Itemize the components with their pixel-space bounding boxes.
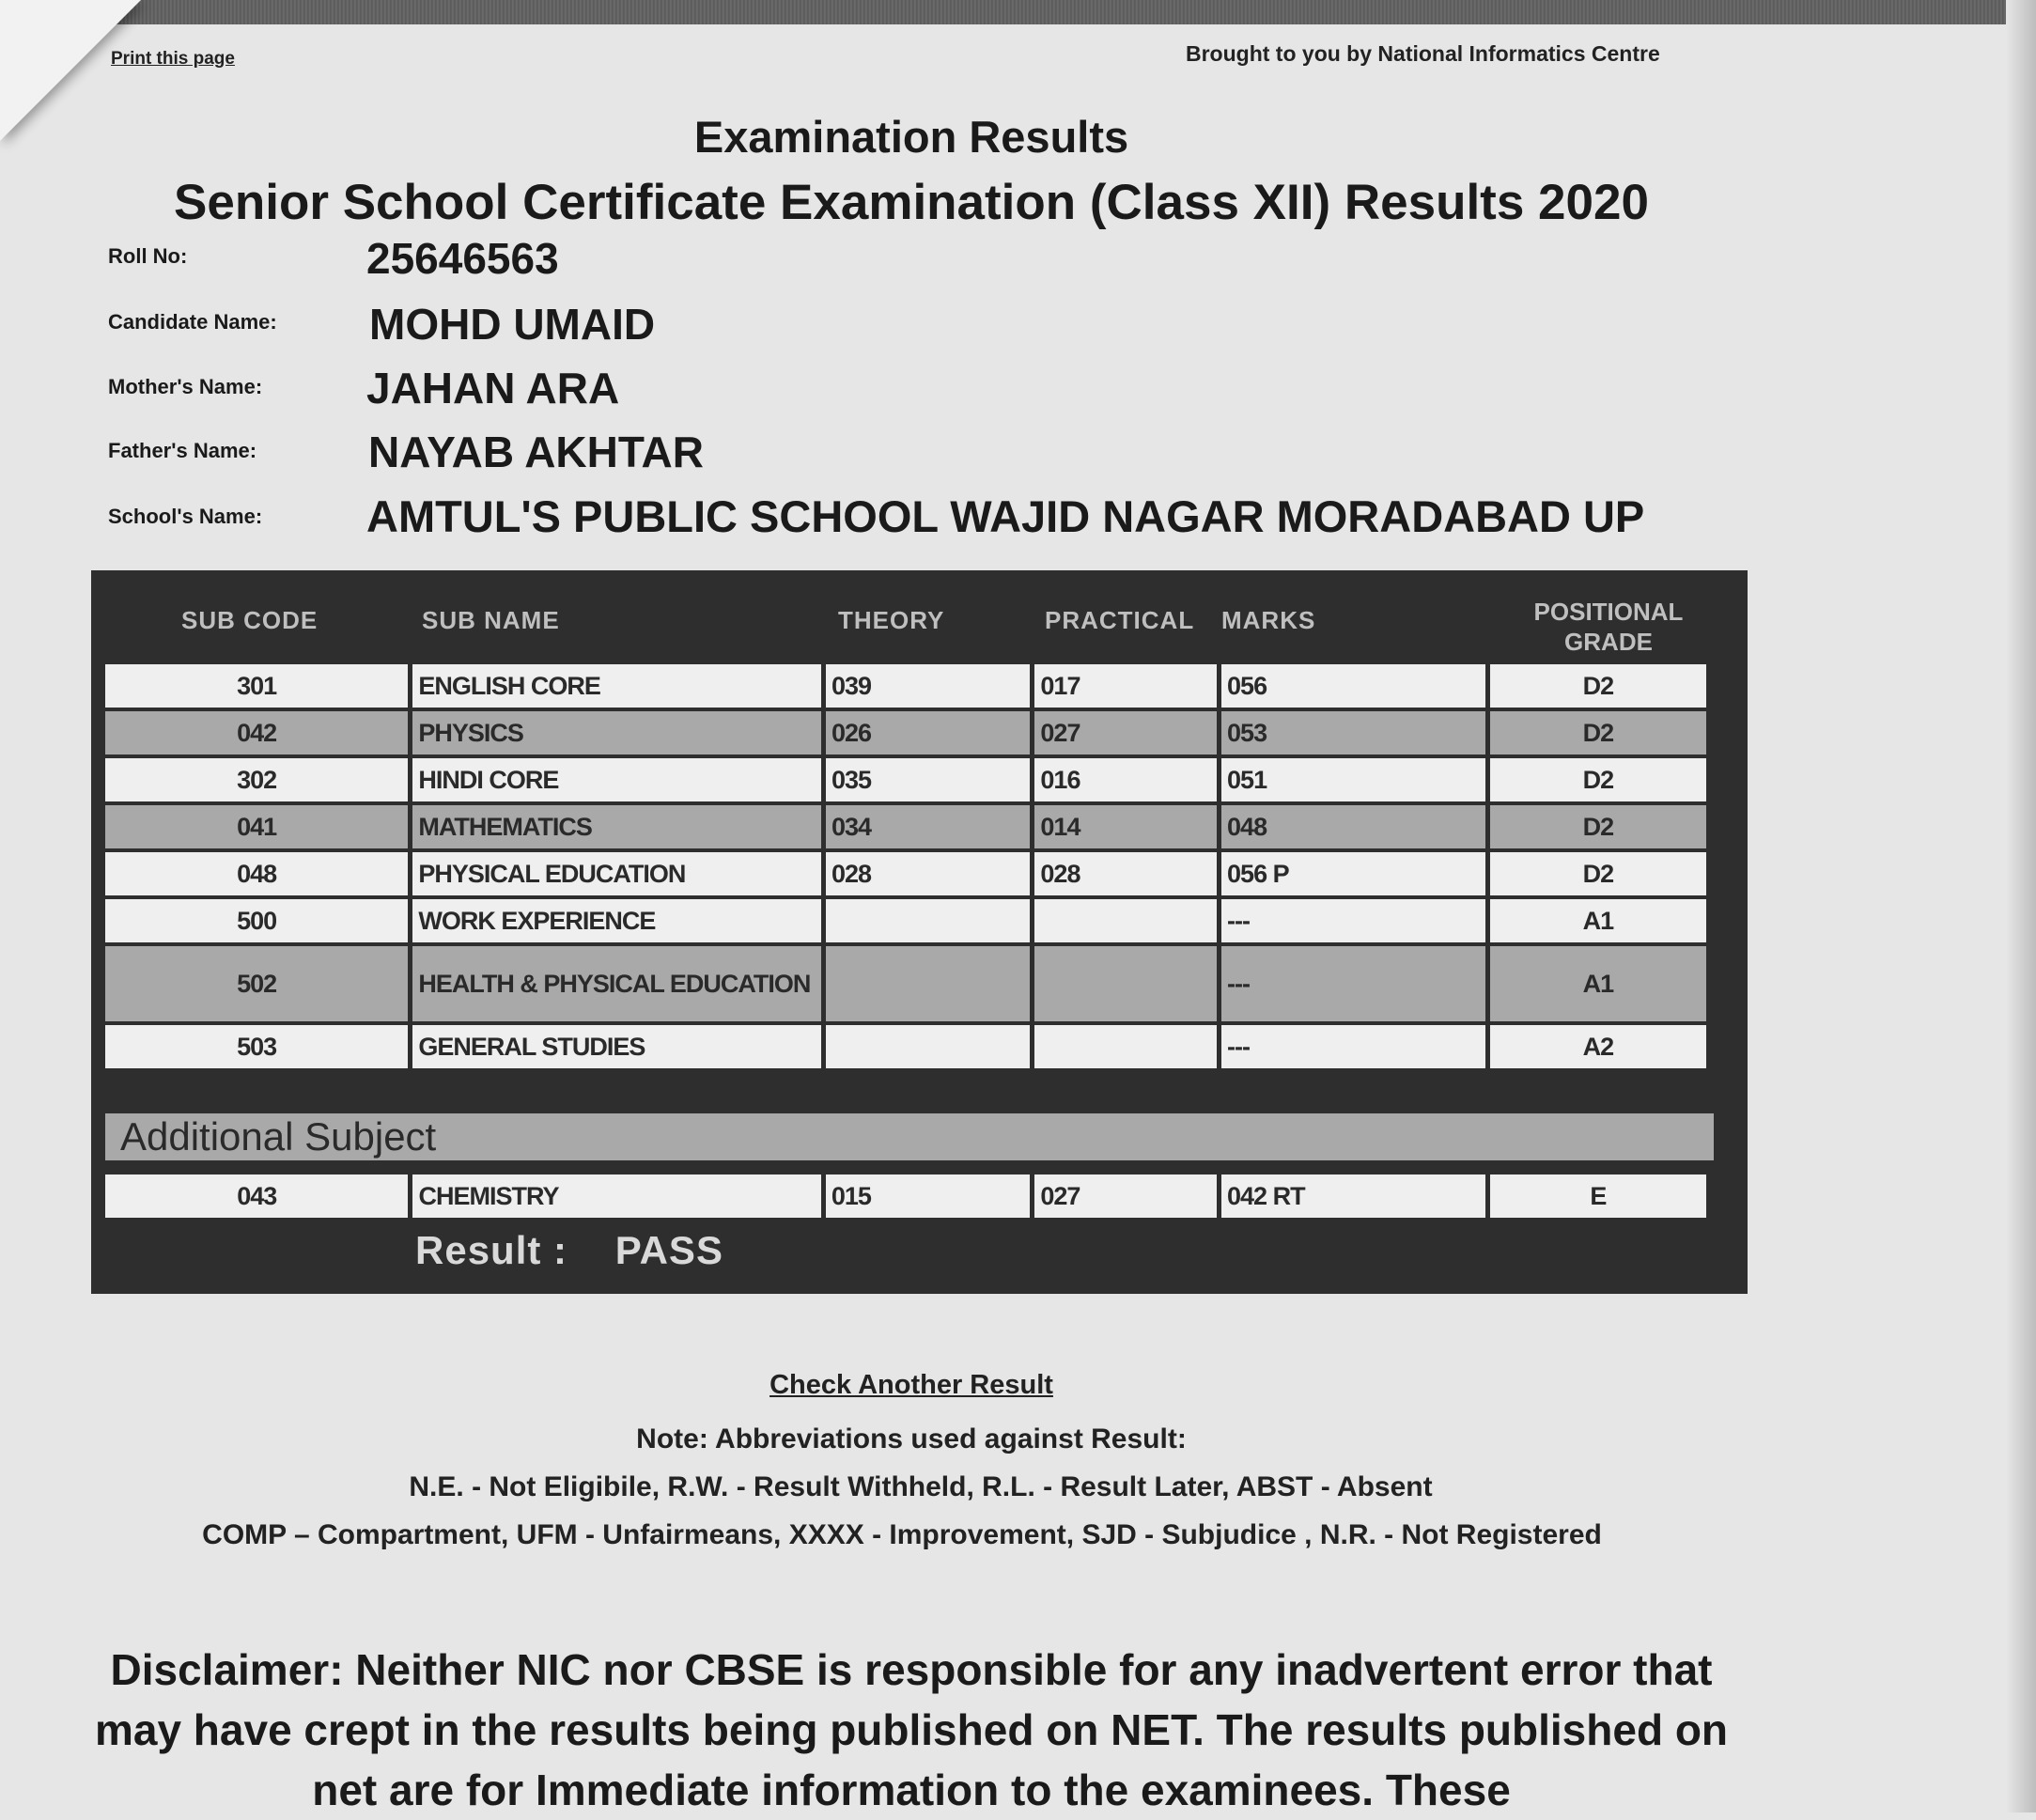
practical-cell: 027: [1034, 711, 1217, 754]
table-row: [105, 852, 1706, 895]
sub-code-cell: 301: [105, 664, 408, 708]
grade-cell: D2: [1490, 664, 1706, 708]
header-theory: THEORY: [838, 606, 945, 634]
marks-cell: ---: [1221, 899, 1485, 942]
check-another-result-link[interactable]: Check Another Result: [769, 1370, 1053, 1400]
additional-subject-heading: Additional Subject: [105, 1113, 1714, 1160]
sub-code-cell: 503: [105, 1025, 408, 1068]
header-positional-grade: [1496, 597, 1721, 657]
school-name-label: School's Name:: [108, 505, 263, 528]
page-edge-shadow: [2006, 0, 2036, 1812]
marks-cell: 048: [1221, 805, 1485, 848]
result-value: PASS: [614, 1228, 723, 1272]
print-page-link[interactable]: Print this page: [111, 49, 235, 69]
sub-name-cell: HINDI CORE: [412, 758, 821, 801]
practical-cell: [1034, 1025, 1217, 1068]
practical-cell: 017: [1034, 664, 1217, 708]
sub-name-cell: CHEMISTRY: [412, 1174, 820, 1218]
father-name-label: Father's Name:: [108, 439, 257, 462]
theory-cell: [826, 899, 1030, 942]
brought-by-text: Brought to you by National Informatics Centre: [1186, 41, 1660, 66]
header-marks: MARKS: [1221, 606, 1316, 634]
sub-name-cell: PHYSICAL EDUCATION: [412, 852, 821, 895]
candidate-name-label: Candidate Name:: [108, 310, 277, 334]
table-row: [105, 946, 1706, 1021]
result-line: [415, 1228, 723, 1273]
sub-name-cell: HEALTH & PHYSICAL EDUCATION: [412, 946, 821, 1021]
theory-cell: 039: [826, 664, 1030, 708]
table-row: [105, 899, 1706, 942]
practical-cell: [1034, 899, 1217, 942]
sub-code-cell: 302: [105, 758, 408, 801]
theory-cell: 026: [826, 711, 1030, 754]
header-grade-line2: GRADE: [1564, 628, 1653, 656]
practical-cell: 014: [1034, 805, 1217, 848]
theory-cell: [826, 946, 1030, 1021]
marks-cell: 056: [1221, 664, 1485, 708]
sub-code-cell: 041: [105, 805, 408, 848]
header-grade-line1: POSITIONAL: [1533, 598, 1684, 626]
candidate-name-value: MOHD UMAID: [369, 300, 656, 349]
theory-cell: 034: [826, 805, 1030, 848]
table-row: [105, 805, 1706, 848]
grade-cell: D2: [1490, 852, 1706, 895]
grade-cell: D2: [1490, 805, 1706, 848]
sub-name-cell: MATHEMATICS: [412, 805, 821, 848]
theory-cell: 035: [826, 758, 1030, 801]
practical-cell: 028: [1034, 852, 1217, 895]
school-name-value: AMTUL'S PUBLIC SCHOOL WAJID NAGAR MORADABAD UP: [366, 491, 1645, 541]
page-title: Examination Results: [693, 112, 1129, 162]
practical-cell: [1034, 946, 1217, 1021]
marks-cell: ---: [1221, 1025, 1485, 1068]
sub-code-cell: 043: [105, 1174, 408, 1218]
header-sub-code: SUB CODE: [181, 606, 319, 634]
marks-cell: 053: [1221, 711, 1485, 754]
mother-name-label: Mother's Name:: [108, 375, 263, 398]
marks-cell: ---: [1221, 946, 1485, 1021]
marks-cell: 042 RT: [1221, 1174, 1485, 1218]
sub-code-cell: 048: [105, 852, 408, 895]
practical-cell: 027: [1034, 1174, 1217, 1218]
additional-table: [101, 1171, 1711, 1221]
father-name-value: NAYAB AKHTAR: [368, 428, 704, 476]
sub-name-cell: ENGLISH CORE: [412, 664, 821, 708]
sub-name-cell: GENERAL STUDIES: [412, 1025, 821, 1068]
additional-table-body: [105, 1174, 1706, 1218]
table-row: [105, 1174, 1706, 1218]
sub-code-cell: 502: [105, 946, 408, 1021]
top-bar: [0, 0, 2036, 24]
header-practical: PRACTICAL: [1045, 606, 1195, 634]
marks-cell: 051: [1221, 758, 1485, 801]
table-row: [105, 664, 1706, 708]
grade-cell: D2: [1490, 711, 1706, 754]
grade-cell: A2: [1490, 1025, 1706, 1068]
practical-cell: 016: [1034, 758, 1217, 801]
sub-code-cell: 500: [105, 899, 408, 942]
roll-label: Roll No:: [108, 244, 188, 268]
table-row: [105, 1025, 1706, 1068]
marks-cell: 056 P: [1221, 852, 1485, 895]
marks-table: [101, 661, 1711, 1072]
mother-name-value: JAHAN ARA: [366, 364, 620, 412]
header-sub-name: SUB NAME: [422, 606, 560, 634]
sub-name-cell: PHYSICS: [412, 711, 821, 754]
theory-cell: 028: [826, 852, 1030, 895]
sub-code-cell: 042: [105, 711, 408, 754]
table-row: [105, 758, 1706, 801]
grade-cell: A1: [1490, 899, 1706, 942]
note-line-2: COMP – Compartment, UFM - Unfairmeans, XXXX - Improvement, SJD - Subjudice , N.R. - Not Registered: [202, 1519, 1602, 1550]
disclaimer: [75, 1640, 1748, 1820]
disclaimer-label: Disclaimer:: [110, 1645, 344, 1694]
table-row: [105, 711, 1706, 754]
sub-name-cell: WORK EXPERIENCE: [412, 899, 821, 942]
marks-table-body: [105, 664, 1706, 1068]
theory-cell: 015: [826, 1174, 1030, 1218]
result-label: Result :: [415, 1228, 568, 1272]
roll-value: 25646563: [366, 234, 559, 283]
exam-subtitle: Senior School Certificate Examination (Class XII) Results 2020: [174, 175, 1649, 230]
disclaimer-text: Neither NIC nor CBSE is responsible for any inadvertent error that may have crept in the results being published on NET. The results published on net are for Immediate information to the examinees. These: [94, 1645, 1729, 1814]
theory-cell: [826, 1025, 1030, 1068]
grade-cell: E: [1490, 1174, 1706, 1218]
note-title: Note: Abbreviations used against Result:: [636, 1423, 1187, 1454]
result-panel: [91, 570, 1748, 1294]
grade-cell: A1: [1490, 946, 1706, 1021]
note-line-1: N.E. - Not Eligibile, R.W. - Result Withheld, R.L. - Result Later, ABST - Absent: [409, 1471, 1433, 1502]
grade-cell: D2: [1490, 758, 1706, 801]
